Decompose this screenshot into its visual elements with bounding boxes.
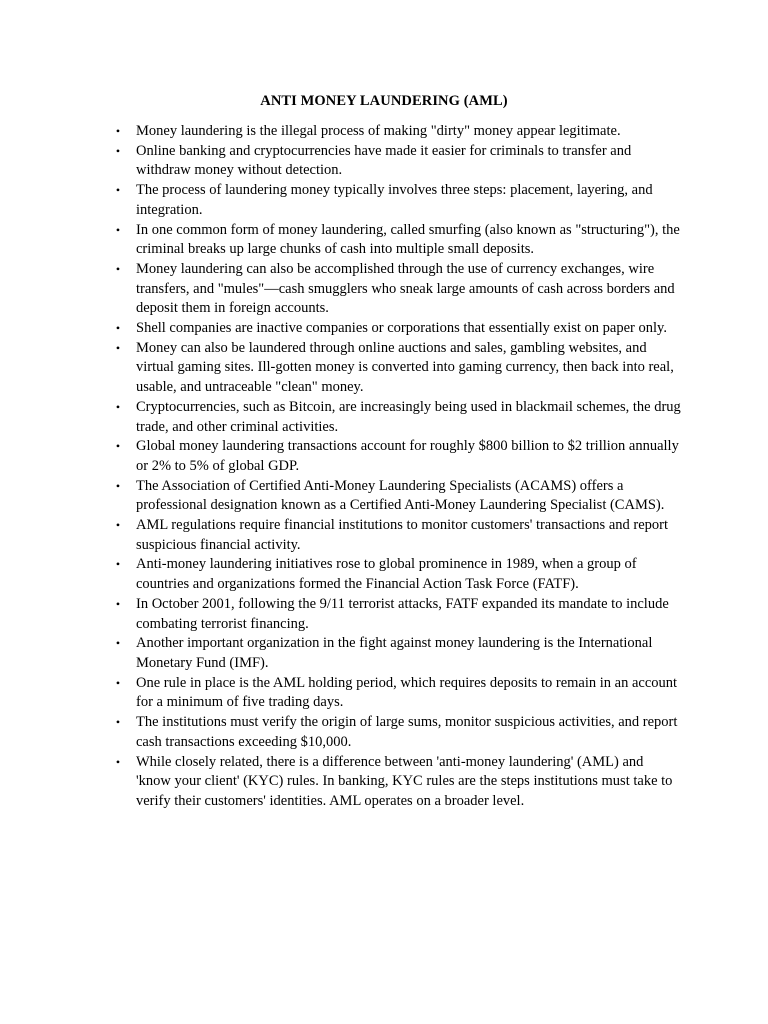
list-item [0,713,681,752]
bullet-icon: • [115,439,121,454]
list-item-text: In one common form of money laundering, called smurfing (also known as "structuring"), the criminal breaks up large chunks of cash into multiple small deposits. [136,221,680,258]
bullet-icon: • [115,143,121,158]
list-item [0,595,681,634]
list-item [0,437,681,476]
bullet-icon: • [115,321,121,336]
list-item [0,339,681,398]
list-item-text: One rule in place is the AML holding period, which requires deposits to remain in an account for a minimum of five trading days. [136,674,678,711]
bullet-icon: • [115,478,121,493]
bullet-icon: • [115,557,121,572]
bullet-icon: • [115,183,121,198]
list-item-text: Money laundering can also be accomplished through the use of currency exchanges, wire transfers, and "mules"—cash smugglers who sneak large amounts of cash across borders and deposit them in foreign accounts. [136,260,675,317]
list-item [0,555,681,594]
bullet-icon: • [115,222,121,237]
bullet-icon: • [115,340,121,355]
list-item [0,142,681,181]
bullet-icon: • [115,596,121,611]
bullet-icon: • [115,124,121,138]
list-item-text: The Association of Certified Anti-Money Laundering Specialists (ACAMS) offers a professional designation known as a Certified Anti-Money Laundering Specialist (CAMS). [136,477,665,514]
list-item-text: Shell companies are inactive companies or corporations that essentially exist on paper only. [136,320,667,337]
list-item [0,516,681,555]
list-item-text: Cryptocurrencies, such as Bitcoin, are increasingly being used in blackmail schemes, the drug trade, and other criminal activities. [136,398,681,435]
list-item-text: In October 2001, following the 9/11 terrorist attacks, FATF expanded its mandate to include combating terrorist financing. [136,595,669,632]
bullet-icon: • [115,261,121,276]
bullet-icon: • [115,636,121,651]
list-item [0,634,681,673]
list-item-text: The process of laundering money typically involves three steps: placement, layering, and integration. [136,182,653,218]
document-title: ANTI MONEY LAUNDERING (AML) [260,93,508,109]
bullet-icon: • [115,715,121,730]
bullet-icon: • [115,518,121,533]
list-item [0,674,681,713]
list-item [0,753,681,812]
bullet-icon: • [115,675,121,690]
list-item-text: AML regulations require financial institutions to monitor customers' transactions and report suspicious financial activity. [136,517,669,553]
list-item-text: Online banking and cryptocurrencies have made it easier for criminals to transfer and withdraw money without detection. [136,142,632,179]
list-item [0,477,681,516]
list-item-text: Money can also be laundered through online auctions and sales, gambling websites, and virtual gaming sites. Ill-gotten money is converted into gaming currency, then back into real, usable, and untraceable "clean" money. [136,339,674,396]
list-item-text: Global money laundering transactions account for roughly $800 billion to $2 trillion annually or 2% to 5% of global GDP. [136,438,679,474]
list-item [0,319,681,339]
list-item-text: The institutions must verify the origin of large sums, monitor suspicious activities, and report cash transactions exceeding $10,000. [136,714,678,750]
list-item-text: Another important organization in the fight against money laundering is the International Monetary Fund (IMF). [136,635,653,671]
bullet-list [0,122,768,812]
list-item-text: Money laundering is the illegal process of making "dirty" money appear legitimate. [136,123,621,139]
list-item-text: While closely related, there is a difference between 'anti-money laundering' (AML) and 'know your client' (KYC) rules. In banking, KYC rules are the steps institutions must take to verify their customers' identities. AML operates on a broader level. [136,753,673,809]
list-item [0,181,681,220]
list-item-text: Anti-money laundering initiatives rose to global prominence in 1989, when a group of countries and organizations formed the Financial Action Task Force (FATF). [136,556,637,593]
bullet-icon: • [115,399,121,414]
list-item [0,221,681,260]
bullet-icon: • [115,754,121,769]
list-item [0,260,681,319]
list-item [0,398,681,437]
list-item [0,122,681,142]
